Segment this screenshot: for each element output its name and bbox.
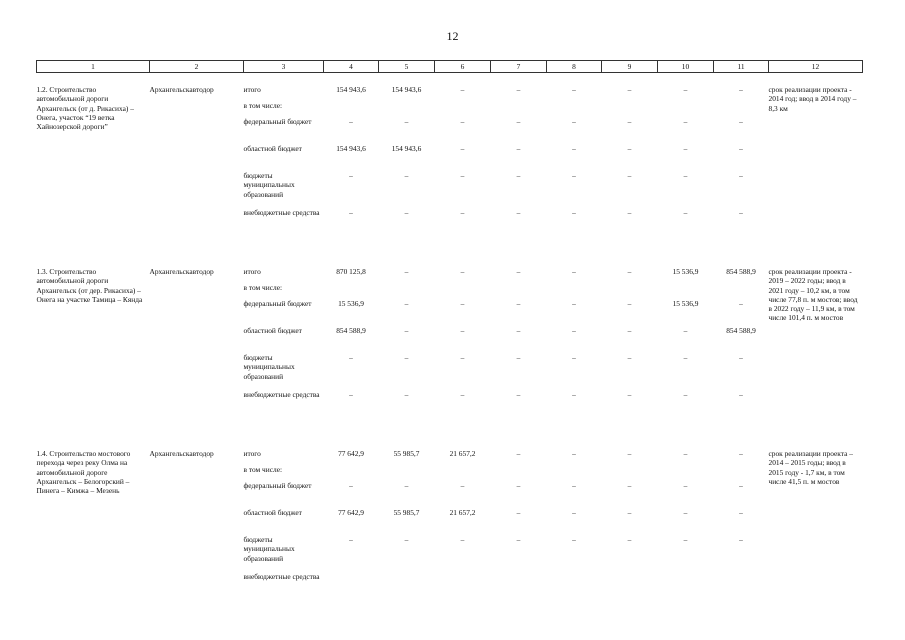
- value-cell: –: [572, 535, 576, 544]
- value-cell: –: [460, 144, 465, 153]
- value-cell: [658, 283, 714, 299]
- project-note: срок реализации проекта – 2014 – 2015 годы; ввод в 2015 году - 1,7 км, в том числе 41,5 п. м мостов: [768, 449, 853, 486]
- value-cell: –: [572, 208, 576, 217]
- funding-source-label: бюджеты муниципальных образований: [243, 171, 295, 199]
- column-header: 10: [658, 61, 714, 73]
- value-cell: –: [739, 117, 743, 126]
- value-cell: –: [739, 208, 743, 217]
- value-cell: –: [739, 481, 743, 490]
- value-cell: –: [683, 85, 688, 94]
- value-cell: –: [572, 353, 576, 362]
- value-cell: –: [627, 171, 632, 180]
- value-cell: [491, 465, 547, 481]
- table-row: [37, 85, 863, 101]
- funding-source-label: федеральный бюджет: [243, 481, 312, 490]
- organization: Архангельскавтодор: [149, 85, 214, 94]
- column-header: 3: [244, 61, 324, 73]
- value-cell: [379, 101, 435, 117]
- value-cell: [602, 101, 658, 117]
- value-cell: –: [572, 390, 576, 399]
- value-cell: –: [516, 326, 521, 335]
- value-cell: –: [627, 449, 632, 458]
- value-cell: 55 985,7: [393, 508, 420, 517]
- funding-source-label: бюджеты муниципальных образований: [243, 353, 295, 381]
- value-cell: –: [683, 144, 688, 153]
- value-cell: –: [460, 390, 465, 399]
- funding-source-label: итого: [243, 85, 261, 94]
- value-cell: 15 536,9: [672, 299, 699, 308]
- value-cell: [714, 283, 769, 299]
- value-cell: [714, 101, 769, 117]
- funding-source-label: внебюджетные средства: [243, 390, 320, 399]
- column-header: 7: [491, 61, 547, 73]
- value-cell: [491, 572, 547, 599]
- value-cell: –: [404, 171, 409, 180]
- value-cell: –: [627, 85, 632, 94]
- value-cell: –: [460, 117, 465, 126]
- value-cell: –: [349, 535, 353, 544]
- value-cell: [491, 101, 547, 117]
- value-cell: [379, 465, 435, 481]
- value-cell: –: [683, 508, 688, 517]
- value-cell: –: [516, 267, 521, 276]
- funding-source-label: бюджеты муниципальных образований: [243, 535, 295, 563]
- value-cell: –: [627, 267, 632, 276]
- value-cell: –: [404, 326, 409, 335]
- value-cell: –: [404, 208, 409, 217]
- column-header: 9: [602, 61, 658, 73]
- value-cell: 55 985,7: [393, 449, 420, 458]
- value-cell: –: [516, 481, 521, 490]
- value-cell: –: [460, 326, 465, 335]
- value-cell: –: [404, 481, 409, 490]
- spacer-row: [37, 417, 863, 449]
- value-cell: –: [516, 144, 521, 153]
- column-header: 6: [435, 61, 491, 73]
- funding-source-label: областной бюджет: [243, 326, 302, 335]
- value-cell: –: [404, 117, 409, 126]
- value-cell: [602, 465, 658, 481]
- funding-source-label: федеральный бюджет: [243, 117, 312, 126]
- funding-source-label: федеральный бюджет: [243, 299, 312, 308]
- value-cell: [547, 283, 602, 299]
- value-cell: [547, 465, 602, 481]
- value-cell: –: [349, 353, 353, 362]
- value-cell: –: [516, 449, 521, 458]
- value-cell: [324, 572, 379, 599]
- value-cell: –: [572, 85, 576, 94]
- funding-source-label: в том числе:: [243, 283, 283, 292]
- value-cell: –: [516, 208, 521, 217]
- value-cell: –: [516, 508, 521, 517]
- table-row: [37, 449, 863, 465]
- value-cell: [324, 465, 379, 481]
- value-cell: 854 588,9: [726, 326, 756, 335]
- funding-source-label: итого: [243, 267, 261, 276]
- value-cell: –: [627, 481, 632, 490]
- column-header: 12: [769, 61, 863, 73]
- value-cell: –: [627, 144, 632, 153]
- value-cell: –: [739, 171, 743, 180]
- column-header: 2: [150, 61, 244, 73]
- value-cell: 854 588,9: [726, 267, 756, 276]
- value-cell: 21 657,2: [449, 508, 476, 517]
- value-cell: –: [683, 326, 688, 335]
- value-cell: –: [460, 85, 465, 94]
- value-cell: –: [349, 481, 353, 490]
- value-cell: –: [349, 117, 353, 126]
- value-cell: –: [683, 481, 688, 490]
- organization: Архангельскавтодор: [149, 267, 214, 276]
- value-cell: –: [739, 85, 743, 94]
- value-cell: –: [627, 390, 632, 399]
- value-cell: –: [516, 117, 521, 126]
- value-cell: –: [627, 535, 632, 544]
- value-cell: –: [572, 267, 576, 276]
- value-cell: –: [404, 353, 409, 362]
- funding-source-label: внебюджетные средства: [243, 208, 320, 217]
- organization: Архангельскавтодор: [149, 449, 214, 458]
- value-cell: [379, 283, 435, 299]
- value-cell: [658, 101, 714, 117]
- project-description: 1.3. Строительство автомобильной дороги Архангельск (от дер. Рикасиха) – Онега на участке Тамица – Кянда: [36, 267, 143, 304]
- value-cell: –: [460, 299, 465, 308]
- value-cell: –: [627, 326, 632, 335]
- value-cell: –: [627, 299, 632, 308]
- value-cell: –: [404, 535, 409, 544]
- value-cell: –: [627, 117, 632, 126]
- value-cell: –: [460, 353, 465, 362]
- value-cell: –: [460, 208, 465, 217]
- value-cell: –: [683, 535, 688, 544]
- value-cell: [714, 572, 769, 599]
- value-cell: [379, 572, 435, 599]
- value-cell: –: [460, 535, 465, 544]
- project-note: срок реализации проекта - 2019 – 2022 годы; ввод в 2021 году – 10,2 км, в том числе 77,8 п. м мостов; ввод в 2022 году – 11,9 км, в том числе 101,4 п. м мостов: [768, 267, 858, 323]
- table-row: [37, 267, 863, 283]
- value-cell: –: [460, 481, 465, 490]
- value-cell: [714, 465, 769, 481]
- value-cell: [435, 101, 491, 117]
- value-cell: –: [572, 299, 576, 308]
- value-cell: [435, 283, 491, 299]
- project-note: срок реализации проекта - 2014 год; ввод в 2014 году – 8,3 км: [768, 85, 857, 113]
- value-cell: –: [739, 390, 743, 399]
- value-cell: [658, 572, 714, 599]
- value-cell: –: [683, 208, 688, 217]
- funding-source-label: в том числе:: [243, 465, 283, 474]
- value-cell: –: [572, 481, 576, 490]
- funding-source-label: областной бюджет: [243, 508, 302, 517]
- value-cell: –: [739, 144, 743, 153]
- value-cell: 77 642,9: [338, 508, 364, 517]
- value-cell: –: [572, 144, 576, 153]
- value-cell: –: [404, 390, 409, 399]
- value-cell: –: [627, 508, 632, 517]
- value-cell: 154 943,6: [336, 144, 366, 153]
- spacer-row: [37, 73, 863, 86]
- value-cell: –: [404, 299, 409, 308]
- funding-source-label: областной бюджет: [243, 144, 302, 153]
- column-header: 4: [324, 61, 379, 73]
- value-cell: [602, 283, 658, 299]
- value-cell: –: [460, 171, 465, 180]
- column-header: 8: [547, 61, 602, 73]
- value-cell: [324, 283, 379, 299]
- value-cell: [435, 465, 491, 481]
- column-header: 1: [37, 61, 150, 73]
- value-cell: –: [460, 267, 465, 276]
- value-cell: –: [349, 208, 353, 217]
- value-cell: –: [739, 508, 743, 517]
- value-cell: –: [516, 535, 521, 544]
- value-cell: –: [683, 117, 688, 126]
- project-description: 1.2. Строительство автомобильной дороги Архангельск (от д. Рикасиха) – Онега, участок “19 ветка Хайнозерской дороги”: [36, 85, 134, 131]
- value-cell: –: [404, 267, 409, 276]
- column-header-row: [37, 61, 863, 73]
- value-cell: 870 125,8: [336, 267, 366, 276]
- spacer-row: [37, 235, 863, 267]
- value-cell: 77 642,9: [338, 449, 364, 458]
- project-description: 1.4. Строительство мостового перехода через реку Олма на автомобильной дороге Архангельск – Белогорский – Пинега – Кимжа – Мезень: [36, 449, 131, 495]
- funding-source-label: в том числе:: [243, 101, 283, 110]
- value-cell: –: [627, 208, 632, 217]
- value-cell: [547, 572, 602, 599]
- value-cell: [435, 572, 491, 599]
- value-cell: –: [739, 535, 743, 544]
- budget-table: [36, 60, 863, 599]
- value-cell: [547, 101, 602, 117]
- column-header: 11: [714, 61, 769, 73]
- value-cell: 154 943,6: [391, 144, 422, 153]
- value-cell: –: [572, 508, 576, 517]
- value-cell: –: [572, 171, 576, 180]
- funding-source-label: внебюджетные средства: [243, 572, 320, 581]
- value-cell: –: [572, 117, 576, 126]
- value-cell: –: [516, 390, 521, 399]
- value-cell: 15 536,9: [338, 299, 364, 308]
- value-cell: –: [572, 326, 576, 335]
- value-cell: [491, 283, 547, 299]
- page-number: 12: [446, 29, 459, 43]
- value-cell: –: [349, 171, 353, 180]
- value-cell: –: [516, 85, 521, 94]
- value-cell: –: [572, 449, 576, 458]
- value-cell: –: [683, 449, 688, 458]
- value-cell: 154 943,6: [336, 85, 366, 94]
- value-cell: 154 943,6: [391, 85, 422, 94]
- value-cell: –: [683, 353, 688, 362]
- value-cell: [658, 465, 714, 481]
- value-cell: –: [739, 449, 743, 458]
- value-cell: 854 588,9: [336, 326, 366, 335]
- value-cell: –: [516, 353, 521, 362]
- value-cell: 21 657,2: [449, 449, 476, 458]
- value-cell: 15 536,9: [672, 267, 699, 276]
- value-cell: [324, 101, 379, 117]
- value-cell: –: [349, 390, 353, 399]
- value-cell: –: [627, 353, 632, 362]
- funding-source-label: итого: [243, 449, 261, 458]
- value-cell: –: [516, 299, 521, 308]
- value-cell: –: [739, 299, 743, 308]
- value-cell: –: [516, 171, 521, 180]
- value-cell: [602, 572, 658, 599]
- value-cell: –: [683, 171, 688, 180]
- value-cell: –: [683, 390, 688, 399]
- value-cell: –: [739, 353, 743, 362]
- column-header: 5: [379, 61, 435, 73]
